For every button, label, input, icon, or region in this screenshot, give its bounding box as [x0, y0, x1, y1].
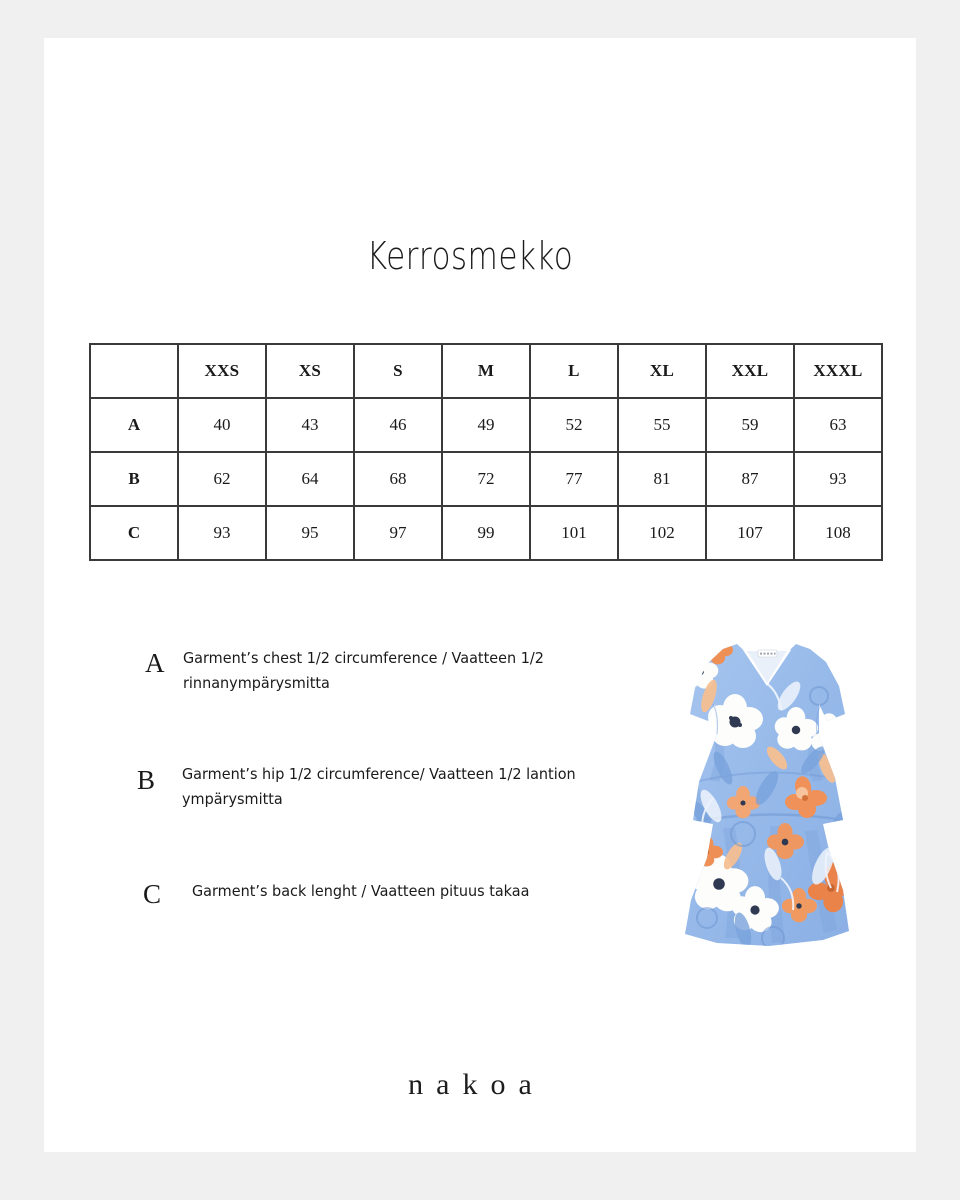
cell-c-xxl: 107	[706, 506, 794, 560]
legend-text-c: Garment’s back lenght / Vaatteen pituus takaa	[192, 882, 530, 900]
cell-a-xxxl: 63	[794, 398, 882, 452]
cell-c-xxs: 93	[178, 506, 266, 560]
size-guide-card	[44, 38, 916, 1152]
cell-b-xxl: 87	[706, 452, 794, 506]
cell-c-xs: 95	[266, 506, 354, 560]
cell-b-xxs: 62	[178, 452, 266, 506]
size-header-s: S	[354, 344, 442, 398]
table-corner-cell	[90, 344, 178, 398]
legend-letter-b: B	[137, 765, 156, 795]
cell-a-xl: 55	[618, 398, 706, 452]
size-header-m: M	[442, 344, 530, 398]
legend-item-a	[44, 628, 604, 693]
cell-c-xxxl: 108	[794, 506, 882, 560]
legend-letter-c: C	[143, 879, 162, 909]
legend-text-a: Garment’s chest 1/2 circumference / Vaatteen 1/2 rinnanympärysmitta	[183, 649, 544, 693]
size-header-xl: XL	[618, 344, 706, 398]
cell-b-m: 72	[442, 452, 530, 506]
cell-c-s: 97	[354, 506, 442, 560]
cell-a-xs: 43	[266, 398, 354, 452]
cell-c-m: 99	[442, 506, 530, 560]
table-row	[90, 506, 882, 560]
cell-b-s: 68	[354, 452, 442, 506]
size-chart-container	[89, 343, 883, 561]
cell-b-l: 77	[530, 452, 618, 506]
size-chart-body	[90, 398, 882, 560]
measurement-label-a: A	[90, 398, 178, 452]
size-header-xxl: XXL	[706, 344, 794, 398]
size-header-xxs: XXS	[178, 344, 266, 398]
measurement-legend	[44, 628, 604, 925]
cell-a-xxs: 40	[178, 398, 266, 452]
legend-item-b	[44, 746, 604, 808]
cell-b-xxxl: 93	[794, 452, 882, 506]
cell-a-s: 46	[354, 398, 442, 452]
legend-text-b: Garment’s hip 1/2 circumference/ Vaatteen 1/2 lantion ympärysmitta	[182, 765, 576, 809]
size-chart-table	[89, 343, 883, 561]
cell-a-l: 52	[530, 398, 618, 452]
cell-c-l: 101	[530, 506, 618, 560]
cell-a-xxl: 59	[706, 398, 794, 452]
table-row	[90, 452, 882, 506]
cell-a-m: 49	[442, 398, 530, 452]
measurement-label-c: C	[90, 506, 178, 560]
size-header-xxxl: XXXL	[794, 344, 882, 398]
size-header-xs: XS	[266, 344, 354, 398]
size-header-l: L	[530, 344, 618, 398]
cell-b-xl: 81	[618, 452, 706, 506]
measurement-label-b: B	[90, 452, 178, 506]
table-row	[90, 398, 882, 452]
cell-b-xs: 64	[266, 452, 354, 506]
page-title: Kerrosmekko	[366, 234, 574, 278]
brand-logo: nakoa	[408, 1068, 545, 1101]
table-header-row	[90, 344, 882, 398]
cell-c-xl: 102	[618, 506, 706, 560]
size-chart-head	[90, 344, 882, 398]
product-dress-photo	[677, 638, 858, 948]
legend-item-c	[44, 863, 604, 925]
legend-letter-a: A	[145, 648, 165, 678]
